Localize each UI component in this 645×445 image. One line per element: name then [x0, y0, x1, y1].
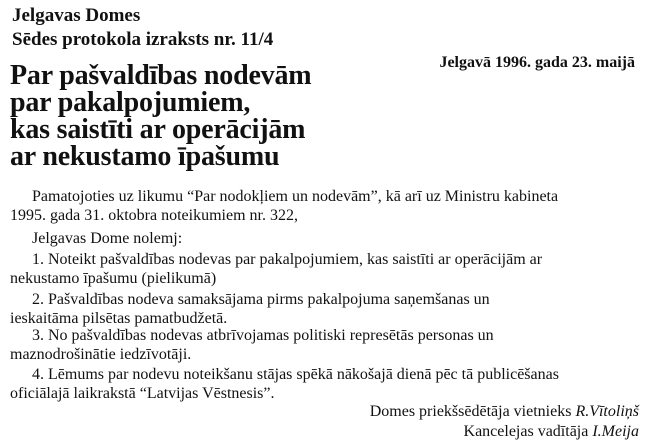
preamble-line: Pamatojoties uz likumu “Par nodokļiem un nodevām”, kā arī uz Ministru kabineta: [32, 188, 559, 205]
document-title: [10, 62, 311, 170]
title-line: Par pašvaldības nodevām: [10, 60, 312, 91]
header-protocol: Sēdes protokola izraksts nr. 11/4: [12, 29, 274, 50]
item-line: ieskaitāma pilsētas pamatbudžetā.: [10, 310, 228, 327]
signature-line: [370, 422, 639, 442]
item-line: oficiālajā laikrakstā “Latvijas Vēstnesis”.: [10, 385, 275, 402]
place-date: Jelgavā 1996. gada 23. maijā: [439, 54, 635, 71]
preamble: [10, 187, 637, 225]
decision-intro-text: Jelgavas Dome nolemj:: [32, 230, 183, 247]
item-line: 2. Pašvaldības nodeva samaksājama pirms pakalpojuma saņemšanas un: [32, 291, 490, 308]
header-org: Jelgavas Domes: [12, 5, 141, 26]
decision-intro: [10, 229, 637, 248]
item-line: 1. Noteikt pašvaldības nodevas par pakalpojumiem, kas saistīti ar operācijām ar: [32, 251, 543, 268]
item-line: 3. No pašvaldības nodevas atbrīvojamas politiski represētās personas un: [32, 327, 494, 344]
signature-name: R.Vītoliņš: [575, 403, 639, 420]
item-line: maznodrošinātie iedzīvotāji.: [10, 346, 192, 363]
signature-role: Domes priekšsēdētāja vietnieks: [369, 403, 572, 420]
decision-item-1: [10, 250, 637, 288]
item-line: 4. Lēmums par nodevu noteikšanu stājas spēkā nākošajā dienā pēc tā publicēšanas: [32, 366, 559, 383]
signature-role: Kancelejas vadītāja: [463, 423, 589, 440]
item-line: nekustamo īpašumu (pielikumā): [10, 270, 217, 287]
decision-item-4: [10, 365, 637, 403]
decision-item-3: [10, 326, 637, 364]
preamble-line: 1995. gada 31. oktobra noteikumiem nr. 322,: [10, 207, 298, 224]
decision-item-2: [10, 290, 637, 328]
signature-line: [370, 402, 639, 422]
signatures: [370, 402, 639, 442]
title-line: ar nekustamo īpašumu: [10, 141, 280, 172]
title-line: par pakalpojumiem,: [10, 87, 251, 118]
title-line: kas saistīti ar operācijām: [10, 114, 306, 145]
signature-name: I.Meija: [592, 423, 639, 440]
